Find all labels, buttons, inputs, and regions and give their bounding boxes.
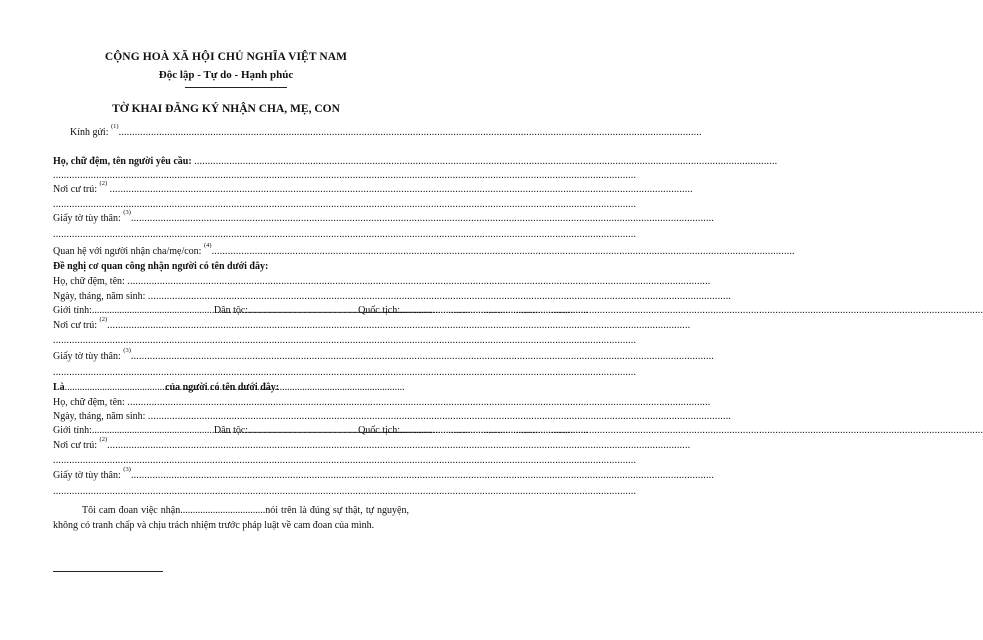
person2-residence-line (53, 436, 409, 452)
person1-name-line (53, 276, 409, 288)
person1-dob-line (53, 291, 409, 303)
ethnicity-label: Dân tộc: (213, 305, 249, 316)
declaration-paragraph (53, 503, 409, 533)
gender-label: Giới tính: (53, 305, 92, 316)
gender-label: Giới tính: (53, 425, 92, 436)
of-person-label: của người có tên dưới đây: (165, 382, 280, 393)
relation-label: Quan hệ với người nhận cha/mẹ/con: (53, 246, 202, 257)
blank-line (53, 229, 409, 241)
blank-line (53, 367, 409, 379)
person2-dob-label: Ngày, tháng, năm sinh: (53, 411, 146, 422)
requester-name-label: Họ, chữ đệm, tên người yêu cầu: (53, 156, 192, 167)
residence-label: Nơi cư trú: (53, 184, 98, 195)
blank-line (53, 455, 409, 467)
requester-name-fill (194, 156, 777, 168)
request-heading-text: Đề nghị cơ quan công nhận người có tên dưới đây: (53, 261, 269, 272)
declaration-fill: .................................. (180, 505, 266, 516)
recipient-label: Kính gửi: (70, 127, 109, 138)
national-motto: Độc lập - Tự do - Hạnh phúc (158, 69, 294, 81)
footnote-ref: (3) (123, 209, 131, 216)
requester-name-line (53, 156, 409, 168)
request-heading (53, 261, 409, 273)
declaration-part1: Tôi cam đoan việc nhận (82, 505, 181, 516)
id-doc-line (53, 209, 409, 225)
footnote-ref: (2) (99, 180, 108, 187)
footnote-ref: (1) (110, 123, 119, 130)
declaration-part2: nói trên là đúng sự thật, tự nguyện, không có tranh chấp và chịu trách nhiệm trước pháp luật về cam đoan của mình. (53, 505, 409, 531)
id-doc-label: Giấy tờ tùy thân: (53, 213, 121, 224)
national-title: CỘNG HOÀ XÃ HỘI CHỦ NGHĨA VIỆT NAM (104, 51, 348, 63)
person2-name-label: Họ, chữ đệm, tên: (53, 397, 125, 408)
footnote-separator (53, 571, 163, 572)
blank-line (53, 335, 409, 347)
residence-label: Nơi cư trú: (53, 440, 98, 451)
nationality-label: Quốc tịch: (358, 425, 400, 436)
footnote-ref: (4) (203, 242, 212, 249)
person1-dob-label: Ngày, tháng, năm sinh: (53, 291, 146, 302)
ethnicity-label: Dân tộc: (213, 425, 249, 436)
recipient-fill (119, 127, 702, 139)
id-doc-label: Giấy tờ tùy thân: (53, 351, 121, 362)
residence-line (53, 180, 409, 196)
blank-line (53, 486, 409, 498)
nationality-label: Quốc tịch: (358, 305, 400, 316)
person1-residence-line (53, 316, 409, 332)
relation-line (53, 242, 409, 258)
form-title: TỜ KHAI ĐĂNG KÝ NHẬN CHA, MẸ, CON (112, 103, 340, 115)
blank-line (53, 199, 409, 211)
la-label: Là (53, 382, 65, 393)
residence-label: Nơi cư trú: (53, 320, 98, 331)
footnote-ref: (2) (99, 436, 108, 443)
person1-id-line (53, 347, 409, 363)
document-page (0, 0, 452, 640)
person2-name-line (53, 397, 409, 409)
footnote-ref: (3) (123, 347, 131, 354)
id-doc-label: Giấy tờ tùy thân: (53, 470, 121, 481)
recipient-line (70, 123, 378, 139)
relationship-heading (53, 382, 409, 394)
person2-dob-line (53, 411, 409, 423)
motto-underline (185, 87, 287, 88)
person2-id-line (53, 466, 409, 482)
person1-name-label: Họ, chữ đệm, tên: (53, 276, 125, 287)
footnote-ref: (2) (99, 316, 108, 323)
footnote-ref: (3) (123, 466, 131, 473)
